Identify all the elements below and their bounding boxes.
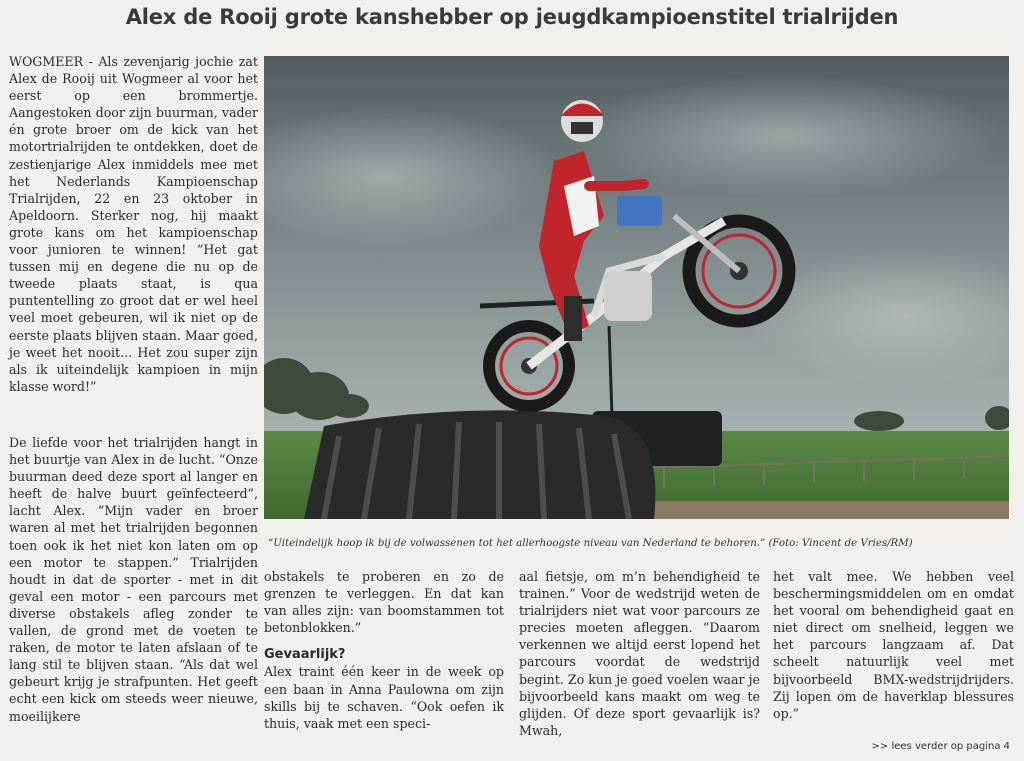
article-paragraph: De liefde voor het trialrijden hangt in het buurtje van Alex in de lucht. “Onze buurman deed deze sport al langer en heeft de halve buurt geïnfecteerd”, lacht Alex. “Mijn vader en broer waren al met het trialrijden begonnen toen ook ik het niet kon laten om op een motor te stappen.” Trialrijden houdt in dat de sporter - met in dit geval een motor - een parcours met diverse obstakels afleg zonder te vallen, de grond met de voeten te raken, de motor te laten afslaan of te lang stil te blijven staan. “Als dat wel gebeurt krijg je strafpunten. Het geeft echt een kick om steeds weer nieuwe, moeilijkere [9,435,258,724]
read-more-link[interactable]: >> lees verder op pagina 4 [871,741,1010,752]
article-paragraph: Alex traint één keer in de week op een baan in Anna Paulowna om zijn skills bij te schaven. “Ook oefen ik thuis, vaak met een speci- [264,664,504,731]
article-photo [264,56,1009,519]
article-column-1-top [9,53,258,395]
subheading: Gevaarlijk? [264,647,346,663]
article-column-3 [519,568,760,739]
article-column-2 [264,568,504,732]
giant-tire [304,410,655,519]
article-paragraph: obstakels te proberen en zo de grenzen te verleggen. En dat kan van alles zijn: van boomstammen tot betonblokken.” [264,569,504,636]
article-paragraph: het valt mee. We hebben veel beschermingsmiddelen om en omdat het vooral om behendigheid gaat en niet direct om snelheid, leggen we het parcours langzaam af. Dat scheelt natuurlijk veel met bijvoorbeeld BMX-wedstrijdrijders. Zij lopen om de haverklap blessures op.” [773,569,1014,721]
photo-illustration [264,56,1009,519]
article-paragraph: aal fietsje, om m’n behendigheid te trainen.” Voor de wedstrijd weten de trialrijders niet wat voor parcours ze precies moeten afleggen. “Daarom verkennen we altijd eerst lopend het parcours voordat de wedstrijd begint. Zo kun je goed voelen waar je bijvoorbeeld kans maakt om weg te glijden. Of deze sport gevaarlijk is? Mwah, [519,569,760,738]
photo-caption: “Uiteindelijk hoop ik bij de volwassenen tot het allerhoogste niveau van Nederland te behoren.” (Foto: Vincent de Vries/RM) [268,538,913,549]
article-column-4 [773,568,1014,722]
article-column-1-bottom [9,434,258,725]
article-paragraph: WOGMEER - Als zevenjarig jochie zat Alex de Rooij uit Wogmeer al voor het eerst op een brommertje. Aangestoken door zijn buurman, vader én grote broer om de kick van het motortrialrijden te ontdekken, doet de zestienjarige Alex inmiddels mee met het Nederlands Kampioenschap Trialrijden, 22 en 23 oktober in Apeldoorn. Sterker nog, hij maakt grote kans om het kampioenschap voor junioren te winnen! “Het gat tussen mij en degene die nu op de tweede plaats staat, is qua puntentelling zo groot dat er wel heel veel moet gebeuren, wil ik niet op de eerste plaats blijven staan. Maar goed, je weet het nooit... Het zou super zijn als ik uiteindelijk kampioen in mijn klasse word!” [9,54,258,394]
headline: Alex de Rooij grote kanshebber op jeugdkampioenstitel trialrijden [125,5,899,29]
